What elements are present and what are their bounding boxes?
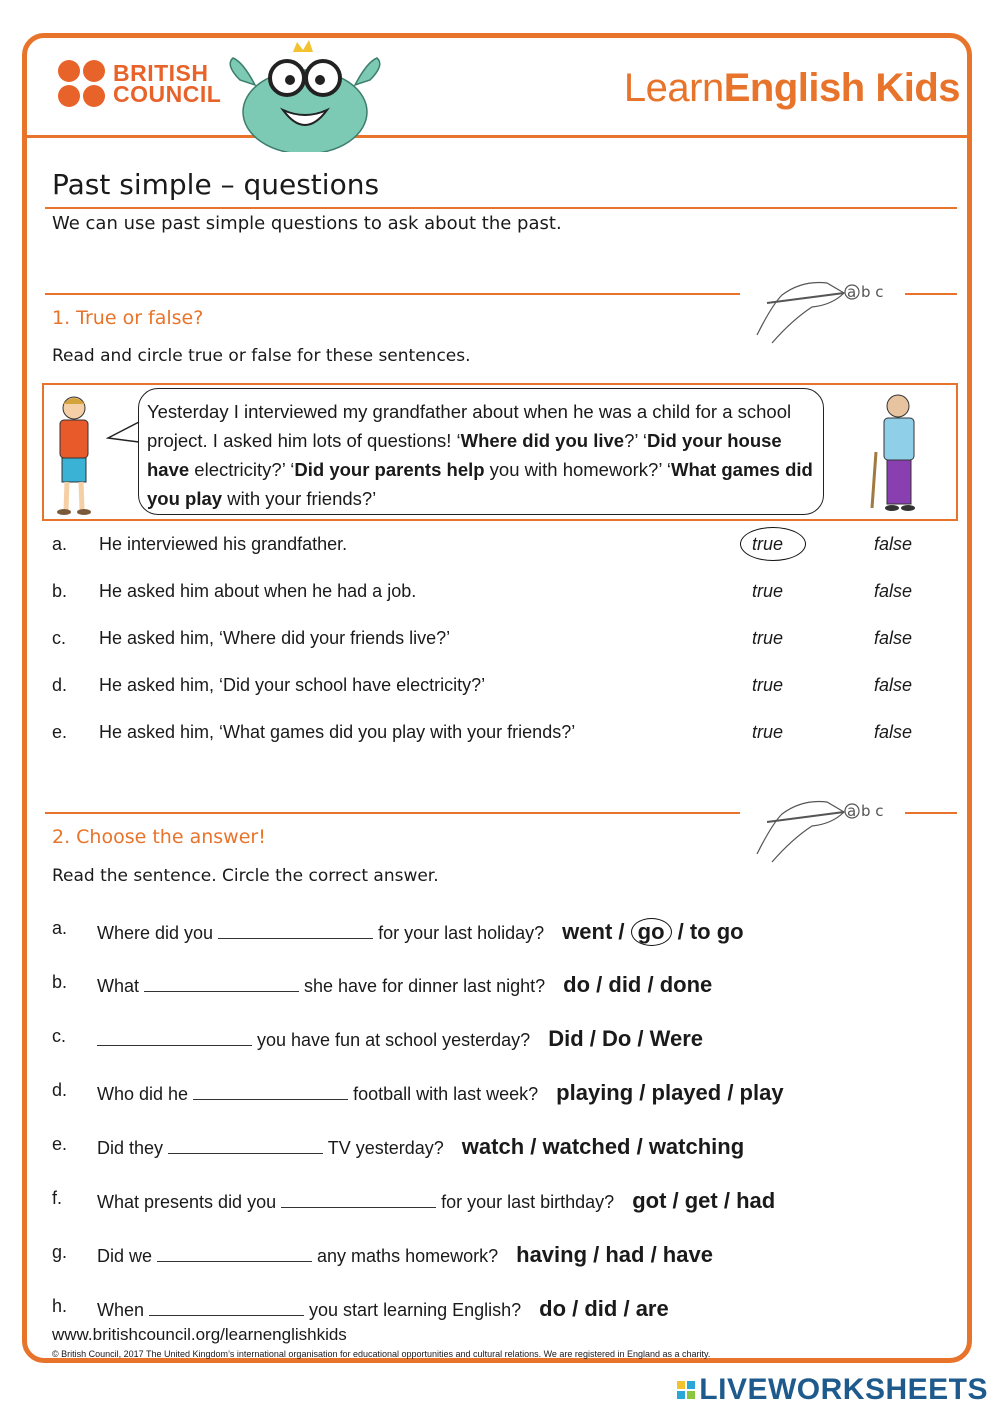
false-option[interactable]: false — [874, 628, 913, 648]
tf-item-d: d. He asked him, ‘Did your school have electricity?’ true false — [52, 675, 913, 695]
section1-title: 1. True or false? — [52, 307, 204, 329]
speech-bubble: Yesterday I interviewed my grandfather about when he was a child for a school project. I asked him lots of questions! ‘Where did you live?’ ‘Did your house have electricity?’ ‘Did your parents help you with homework?’ ‘What games did you play with your friends?’ — [138, 388, 824, 515]
answer-options[interactable]: got / get / had — [632, 1188, 776, 1213]
tf-item-b: b. He asked him about when he had a job. true false — [52, 581, 913, 601]
boy-icon — [50, 392, 98, 517]
answer-blank[interactable] — [193, 1084, 348, 1100]
answer-circle — [740, 527, 806, 561]
false-option[interactable]: false — [874, 581, 913, 601]
answer-options[interactable]: having / had / have — [516, 1242, 713, 1267]
answer-blank[interactable] — [97, 1030, 252, 1046]
answer-blank[interactable] — [144, 976, 299, 992]
answer-blank[interactable] — [157, 1246, 312, 1262]
true-option[interactable]: true — [752, 581, 784, 601]
answer-options[interactable]: watch / watched / watching — [461, 1134, 745, 1159]
liveworksheets-icon — [677, 1381, 695, 1399]
false-option[interactable]: false — [874, 534, 913, 554]
monster-mascot-icon — [215, 40, 395, 152]
true-option[interactable]: true — [752, 628, 784, 648]
speech-tail — [106, 418, 140, 448]
answer-options: went / go / to go — [562, 919, 744, 944]
footer-url[interactable]: www.britishcouncil.org/learnenglishkids — [52, 1325, 347, 1344]
answer-blank[interactable] — [281, 1192, 436, 1208]
tf-item-c: c. He asked him, ‘Where did your friends live?’ true false — [52, 628, 913, 648]
hand-label: a b c — [847, 802, 884, 820]
choice-item-c: c. you have fun at school yesterday? Did / Do / Were — [52, 1026, 704, 1051]
true-option[interactable]: true — [752, 534, 784, 554]
section2-instruction: Read the sentence. Circle the correct answer. — [52, 866, 439, 886]
answer-blank[interactable] — [149, 1300, 304, 1316]
choice-item-g: g. Did we any maths homework? having / had / have — [52, 1242, 713, 1267]
page-title: Past simple – questions — [52, 168, 380, 201]
grandfather-icon — [862, 390, 928, 514]
section1-divider — [45, 293, 740, 295]
answer-blank[interactable] — [168, 1138, 323, 1154]
answer-options[interactable]: Did / Do / Were — [548, 1026, 704, 1051]
tf-item-a: a. He interviewed his grandfather. true false — [52, 530, 932, 560]
title-divider — [45, 207, 957, 209]
true-option[interactable]: true — [752, 722, 784, 742]
section2-divider — [45, 812, 740, 814]
false-option[interactable]: false — [874, 722, 913, 742]
writing-hand-icon — [752, 784, 912, 864]
tf-item-e: e. He asked him, ‘What games did you play with your friends?’ true false — [52, 722, 913, 742]
section1-instruction: Read and circle true or false for these sentences. — [52, 346, 471, 366]
answer-blank[interactable] — [218, 923, 373, 939]
copyright-text: © British Council, 2017 The United Kingdom’s international organisation for educational opportunities and cultural relations. We are registered in England as a charity. — [52, 1349, 711, 1359]
answer-options[interactable]: playing / played / play — [556, 1080, 784, 1105]
choice-item-b: b. What she have for dinner last night? do / did / done — [52, 972, 713, 997]
choice-item-f: f. What presents did you for your last birthday? got / get / had — [52, 1188, 776, 1213]
british-council-logo — [58, 60, 221, 107]
learnenglish-kids-logo: LearnEnglish Kids — [623, 66, 960, 110]
choice-item-a: a. Where did you for your last holiday? went / go / to go — [52, 918, 744, 944]
liveworksheets-logo: LIVEWORKSHEETS — [677, 1373, 988, 1407]
hand-label: a b c — [847, 283, 884, 301]
intro-text: We can use past simple questions to ask about the past. — [52, 213, 562, 234]
true-option[interactable]: true — [752, 675, 784, 695]
writing-hand-icon — [752, 265, 912, 345]
header-divider — [27, 135, 972, 138]
answer-options[interactable]: do / did / are — [539, 1296, 669, 1321]
answer-circle[interactable]: go — [631, 918, 672, 946]
false-option[interactable]: false — [874, 675, 913, 695]
bc-line2: COUNCIL — [113, 80, 222, 107]
section2-title: 2. Choose the answer! — [52, 826, 266, 848]
bc-line1: BRITISH — [113, 59, 209, 86]
section2-divider-right — [905, 812, 957, 814]
choice-item-e: e. Did they TV yesterday? watch / watched / watching — [52, 1134, 745, 1159]
bc-dots-icon — [58, 60, 105, 107]
choice-item-d: d. Who did he football with last week? playing / played / play — [52, 1080, 784, 1105]
section1-divider-right — [905, 293, 957, 295]
answer-options[interactable]: do / did / done — [563, 972, 713, 997]
choice-item-h: h. When you start learning English? do / did / are — [52, 1296, 669, 1321]
